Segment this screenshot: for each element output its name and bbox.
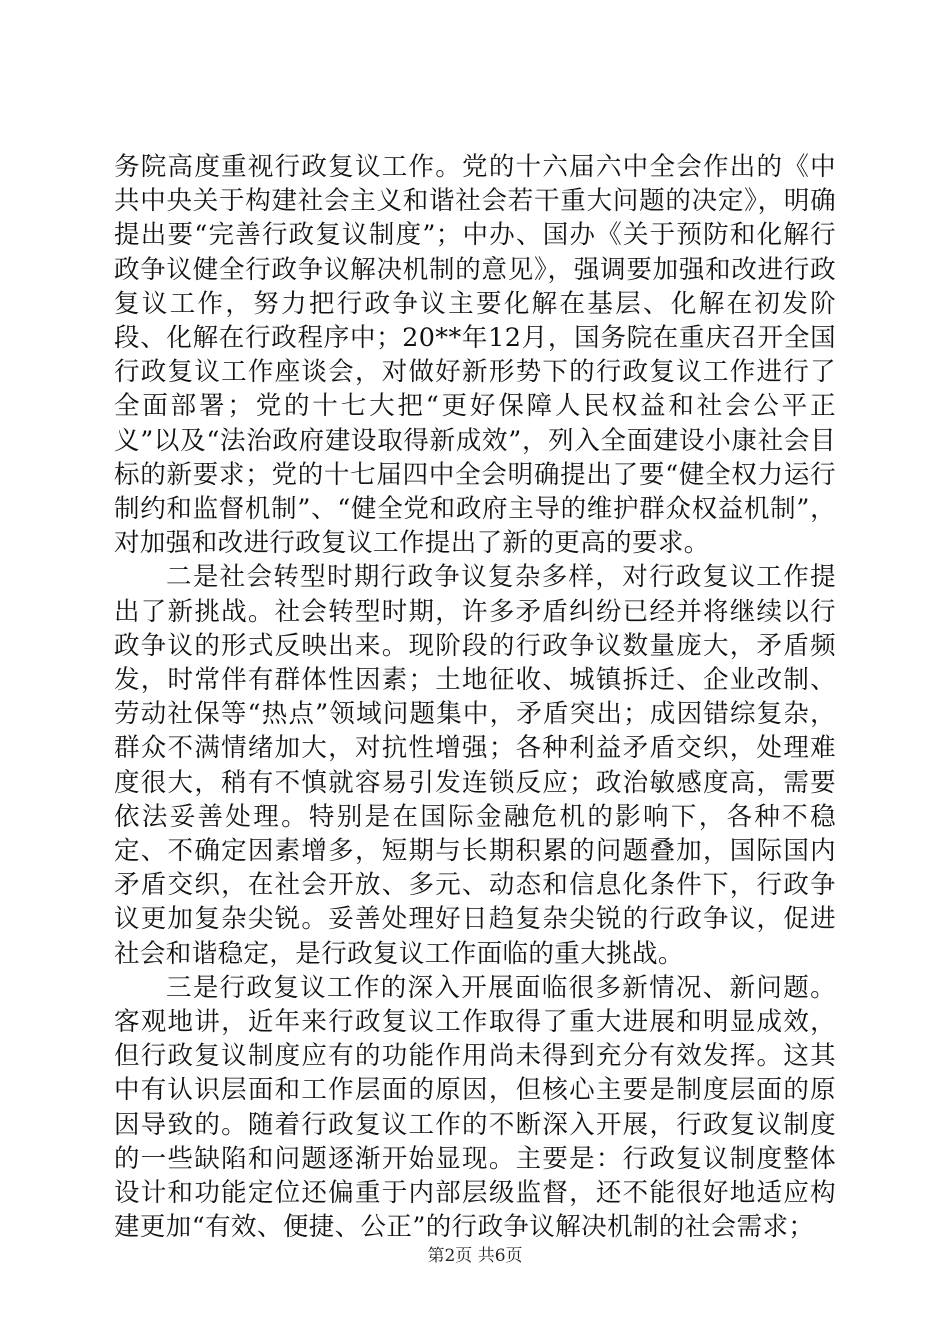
page-number-footer: 第2页 共6页 — [427, 1246, 523, 1266]
paragraph-third-point: 三是行政复议工作的深入开展面临很多新情况、新问题。客观地讲，近年来行政复议工作取得了重大进展和明显成效，但行政复议制度应有的功能作用尚未得到充分有效发挥。这其中有认识层面和工作层面的原因，但核心主要是制度层面的原因导致的。随着行政复议工作的不断深入开展，行政复议制度的一些缺陷和问题逐渐开始显现。主要是：行政复议制度整体设计和功能定位还偏重于内部层级监督，还不能很好地适应构建更加“有效、便捷、公正”的行政争议解决机制的社会需求； — [114, 972, 836, 1243]
paragraph-second-point: 二是社会转型时期行政争议复杂多样，对行政复议工作提出了新挑战。社会转型时期，许多矛盾纠纷已经并将继续以行政争议的形式反映出来。现阶段的行政争议数量庞大，矛盾频发，时常伴有群体性因素；土地征收、城镇拆迁、企业改制、劳动社保等“热点”领域问题集中，矛盾突出；成因错综复杂，群众不满情绪加大，对抗性增强；各种利益矛盾交织，处理难度很大，稍有不慎就容易引发连锁反应；政治敏感度高，需要依法妥善处理。特别是在国际金融危机的影响下，各种不稳定、不确定因素增多，短期与长期积累的问题叠加，国际国内矛盾交织，在社会开放、多元、动态和信息化条件下，行政争议更加复杂尖锐。妥善处理好日趋复杂尖锐的行政争议，促进社会和谐稳定，是行政复议工作面临的重大挑战。 — [114, 562, 836, 969]
paragraph-continued: 务院高度重视行政复议工作。党的十六届六中全会作出的《中共中央关于构建社会主义和谐社会若干重大问题的决定》，明确提出要“完善行政复议制度”；中办、国办《关于预防和化解行政争议健全行政争议解决机制的意见》，强调要加强和改进行政复议工作，努力把行政争议主要化解在基层、化解在初发阶段、化解在行政程序中；20**年12月，国务院在重庆召开全国行政复议工作座谈会，对做好新形势下的行政复议工作进行了全面部署；党的十七大把“更好保障人民权益和社会公平正义”以及“法治政府建设取得新成效”，列入全面建设小康社会目标的新要求；党的十七届四中全会明确提出了要“健全权力运行制约和监督机制”、“健全党和政府主导的维护群众权益机制”，对加强和改进行政复议工作提出了新的更高的要求。 — [114, 152, 836, 559]
document-body — [114, 150, 836, 1245]
